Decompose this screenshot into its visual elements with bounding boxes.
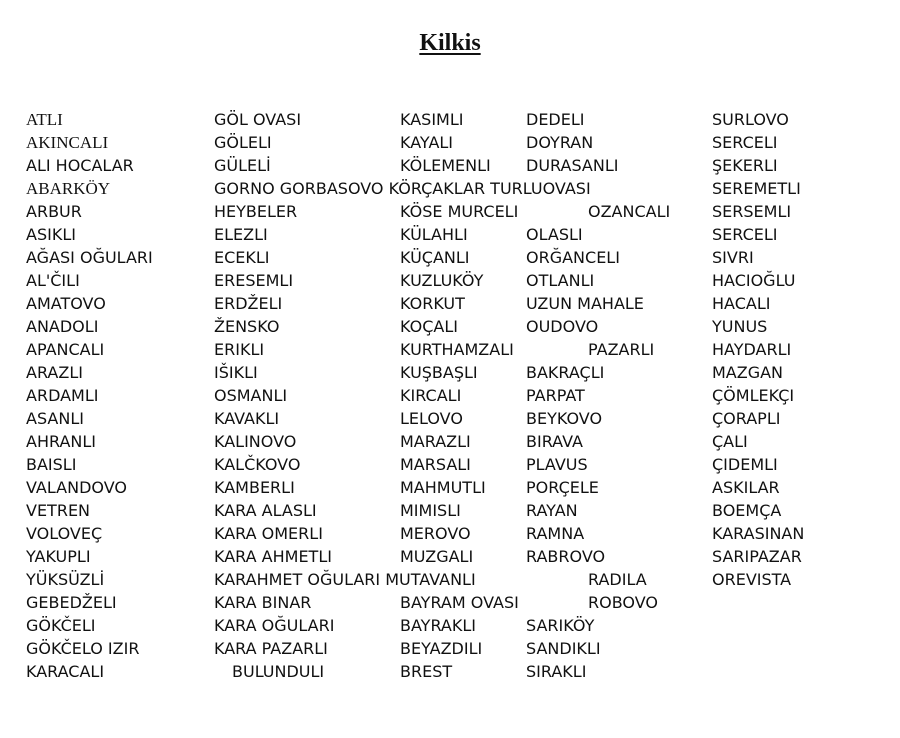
village-name: KARA OĞULARI bbox=[214, 616, 335, 635]
village-name: OSMANLI bbox=[214, 386, 288, 405]
village-name: ORĞANCELI bbox=[526, 248, 620, 267]
village-name: ERIKLI bbox=[214, 340, 265, 359]
village-name: ARAZLI bbox=[26, 363, 83, 382]
village-name: SARIPAZAR bbox=[712, 547, 802, 566]
list-row bbox=[0, 591, 900, 614]
village-name: MARSALI bbox=[400, 455, 471, 474]
village-name: HAYDARLI bbox=[712, 340, 792, 359]
village-name: BAYRAM OVASI bbox=[400, 593, 519, 612]
village-name: SEREMETLI bbox=[712, 179, 801, 198]
village-name: ATLI bbox=[26, 110, 63, 129]
village-name: ÇIDEMLI bbox=[712, 455, 778, 474]
village-name: KAMBERLI bbox=[214, 478, 295, 497]
village-name: KARAHMET OĞULARI MUTAVANLI bbox=[214, 570, 476, 589]
village-name: KAVAKLI bbox=[214, 409, 280, 428]
village-name: KURTHAMZALI bbox=[400, 340, 514, 359]
village-name: BAISLI bbox=[26, 455, 77, 474]
village-name: SARIKÖY bbox=[526, 616, 595, 635]
village-name: APANCALI bbox=[26, 340, 105, 359]
village-name: MARAZLI bbox=[400, 432, 471, 451]
list-row bbox=[0, 499, 900, 522]
list-row bbox=[0, 361, 900, 384]
village-name: ALI HOCALAR bbox=[26, 156, 134, 175]
village-name: KARASINAN bbox=[712, 524, 805, 543]
village-name: GÖL OVASI bbox=[214, 110, 302, 129]
village-name: SANDIKLI bbox=[526, 639, 601, 658]
list-row bbox=[0, 660, 900, 683]
page-title: Kilkis bbox=[419, 30, 481, 56]
village-name: MUZGALI bbox=[400, 547, 474, 566]
village-name: UZUN MAHALE bbox=[526, 294, 644, 313]
list-row bbox=[0, 545, 900, 568]
village-name: SIRAKLI bbox=[526, 662, 587, 681]
village-name: MIMISLI bbox=[400, 501, 461, 520]
village-name: BULUNDULI bbox=[232, 662, 325, 681]
village-name: VALANDOVO bbox=[26, 478, 127, 497]
village-name: SURLOVO bbox=[712, 110, 789, 129]
village-name: BAYRAKLI bbox=[400, 616, 476, 635]
village-name: KARA BINAR bbox=[214, 593, 312, 612]
list-row bbox=[0, 614, 900, 637]
list-row bbox=[0, 407, 900, 430]
village-name: KAYALI bbox=[400, 133, 454, 152]
list-row bbox=[0, 223, 900, 246]
village-name: ASKILAR bbox=[712, 478, 780, 497]
village-name: ASANLI bbox=[26, 409, 84, 428]
list-row bbox=[0, 568, 900, 591]
village-name: KASIMLI bbox=[400, 110, 464, 129]
village-name: ANADOLI bbox=[26, 317, 99, 336]
village-name: ÇALI bbox=[712, 432, 748, 451]
list-row bbox=[0, 200, 900, 223]
village-name: PARPAT bbox=[526, 386, 585, 405]
village-name: ARBUR bbox=[26, 202, 82, 221]
village-name: HACALI bbox=[712, 294, 771, 313]
list-row bbox=[0, 338, 900, 361]
village-name: RAMNA bbox=[526, 524, 585, 543]
list-row bbox=[0, 108, 900, 131]
village-name: ERESEMLI bbox=[214, 271, 294, 290]
village-name: OUDOVO bbox=[526, 317, 599, 336]
village-name: GEBEDŽELI bbox=[26, 593, 117, 612]
list-row bbox=[0, 453, 900, 476]
village-name: BAKRAÇLI bbox=[526, 363, 605, 382]
village-name: ÇÖMLEKÇI bbox=[712, 386, 795, 405]
village-name: BIRAVA bbox=[526, 432, 583, 451]
village-name: GORNO GORBASOVO KÖRÇAKLAR TURLUOVASI bbox=[214, 179, 591, 198]
village-name: PAZARLI bbox=[588, 340, 655, 359]
village-name: KÜÇANLI bbox=[400, 248, 470, 267]
village-name: SIVRI bbox=[712, 248, 754, 267]
village-name: KÜLAHLI bbox=[400, 225, 468, 244]
village-name: KORKUT bbox=[400, 294, 465, 313]
village-name: YUNUS bbox=[712, 317, 768, 336]
village-name: AHRANLI bbox=[26, 432, 96, 451]
village-name: ARDAMLI bbox=[26, 386, 99, 405]
list-row bbox=[0, 637, 900, 660]
village-name: OREVISTA bbox=[712, 570, 792, 589]
list-row bbox=[0, 476, 900, 499]
village-name: LELOVO bbox=[400, 409, 463, 428]
village-name: PORÇELE bbox=[526, 478, 599, 497]
village-name: KUŞBAŞLI bbox=[400, 363, 478, 382]
village-name: ÇORAPLI bbox=[712, 409, 781, 428]
list-row bbox=[0, 246, 900, 269]
village-name: HACIOĞLU bbox=[712, 271, 796, 290]
village-name: KALINOVO bbox=[214, 432, 297, 451]
village-name: GÖKČELI bbox=[26, 616, 96, 635]
village-name: SERCELI bbox=[712, 225, 778, 244]
village-name: YÜKSÜZLİ bbox=[26, 570, 105, 589]
village-name: BREST bbox=[400, 662, 453, 681]
village-name: RAYAN bbox=[526, 501, 578, 520]
village-name: OLASLI bbox=[526, 225, 583, 244]
village-name: DURASANLI bbox=[526, 156, 619, 175]
village-name: KÖSE MURCELI bbox=[400, 202, 519, 221]
village-name: BEYKOVO bbox=[526, 409, 603, 428]
village-name: MAHMUTLI bbox=[400, 478, 486, 497]
village-name: KÖLEMENLI bbox=[400, 156, 491, 175]
village-name: ECEKLI bbox=[214, 248, 270, 267]
village-name: KOÇALI bbox=[400, 317, 458, 336]
village-name: AĞASI OĞULARI bbox=[26, 248, 153, 267]
village-name: KALČKOVO bbox=[214, 455, 301, 474]
village-name: ELEZLI bbox=[214, 225, 268, 244]
village-name: DEDELI bbox=[526, 110, 585, 129]
village-name: GÖKČELO IZIR bbox=[26, 639, 140, 658]
village-name: BOEMÇA bbox=[712, 501, 782, 520]
village-name: ABARKÖY bbox=[26, 179, 111, 198]
village-name: OTLANLI bbox=[526, 271, 595, 290]
village-name: DOYRAN bbox=[526, 133, 594, 152]
village-name: KIRCALI bbox=[400, 386, 462, 405]
village-name: KARA ALASLI bbox=[214, 501, 317, 520]
village-name: ROBOVO bbox=[588, 593, 658, 612]
list-row bbox=[0, 384, 900, 407]
village-name: VETREN bbox=[26, 501, 91, 520]
village-name: RADILA bbox=[588, 570, 647, 589]
list-row bbox=[0, 522, 900, 545]
list-row bbox=[0, 315, 900, 338]
village-name: YAKUPLI bbox=[26, 547, 91, 566]
village-name: MAZGAN bbox=[712, 363, 784, 382]
village-name: KUZLUKÖY bbox=[400, 271, 484, 290]
village-name: ERDŽELI bbox=[214, 294, 283, 313]
village-name: SERCELI bbox=[712, 133, 778, 152]
list-row bbox=[0, 292, 900, 315]
village-name: AMATOVO bbox=[26, 294, 106, 313]
village-name: BEYAZDILI bbox=[400, 639, 483, 658]
village-name: ASIKLI bbox=[26, 225, 76, 244]
village-name: GÖLELI bbox=[214, 133, 272, 152]
village-name: ŞEKERLI bbox=[712, 156, 778, 175]
village-name: KARA PAZARLI bbox=[214, 639, 328, 658]
village-name: KARA OMERLI bbox=[214, 524, 323, 543]
list-row bbox=[0, 430, 900, 453]
village-name: HEYBELER bbox=[214, 202, 298, 221]
village-name: KARA AHMETLI bbox=[214, 547, 332, 566]
list-row bbox=[0, 177, 900, 200]
village-name: PLAVUS bbox=[526, 455, 588, 474]
village-name: AKINCALI bbox=[26, 133, 109, 152]
village-name: MEROVO bbox=[400, 524, 471, 543]
village-name: ŽENSKO bbox=[214, 317, 280, 336]
village-name: KARACALI bbox=[26, 662, 105, 681]
village-name: AL'ČILI bbox=[26, 271, 80, 290]
village-name: GÜLELİ bbox=[214, 156, 271, 175]
list-row bbox=[0, 269, 900, 292]
village-name: VOLOVEÇ bbox=[26, 524, 103, 543]
village-name: SERSEMLI bbox=[712, 202, 792, 221]
village-name: RABROVO bbox=[526, 547, 606, 566]
list-row bbox=[0, 131, 900, 154]
list-row bbox=[0, 154, 900, 177]
village-name: OZANCALI bbox=[588, 202, 671, 221]
village-name: IŠIKLI bbox=[214, 363, 258, 382]
